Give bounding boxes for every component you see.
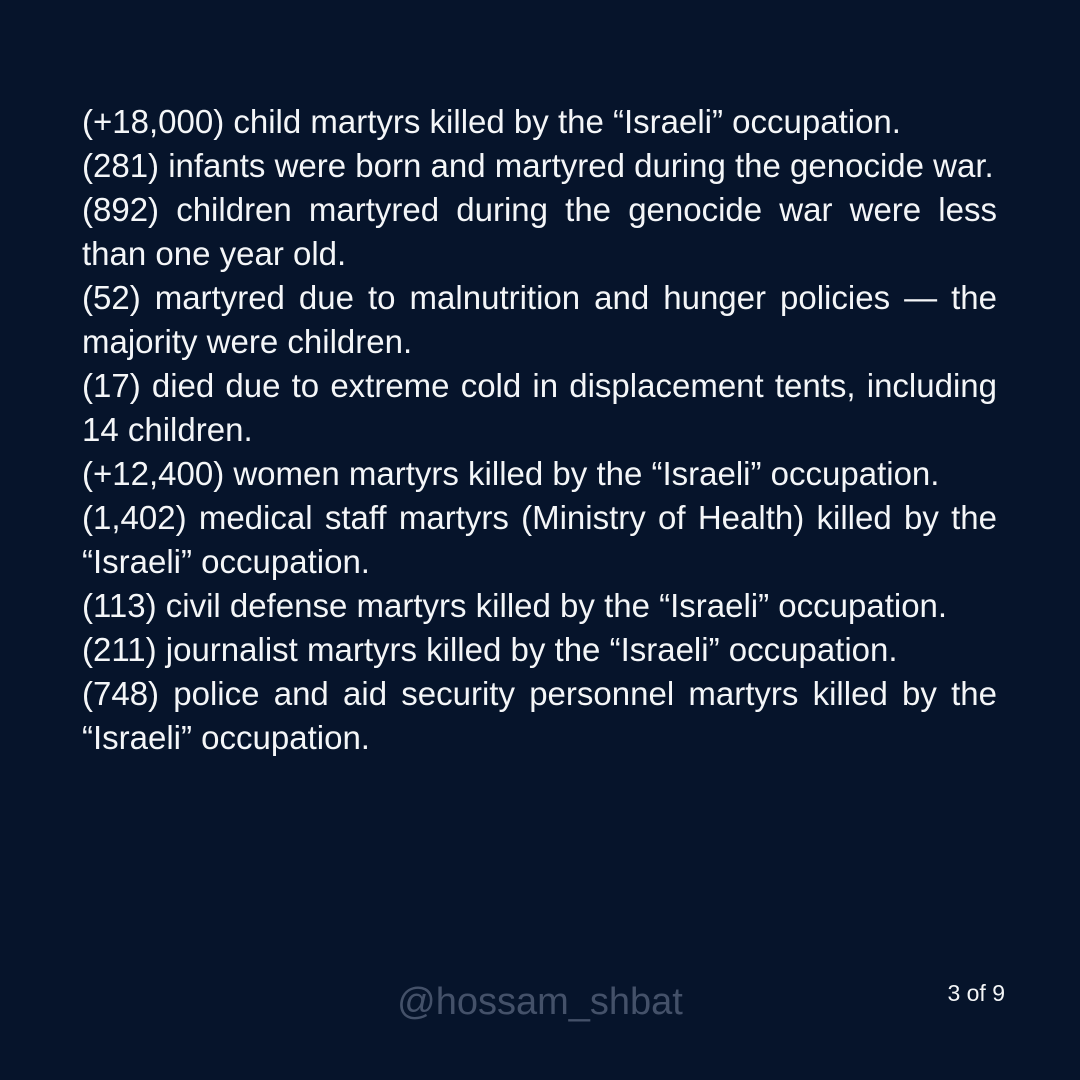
stat-medical-staff: (1,402) medical staff martyrs (Ministry of Health) killed by the “Israeli” occupation. [82,499,997,580]
stat-malnutrition: (52) martyred due to malnutrition and hunger policies — the majority were children. [82,279,997,360]
stat-civil-defense: (113) civil defense martyrs killed by the “Israeli” occupation. [82,587,948,624]
stat-police-aid-security: (748) police and aid security personnel martyrs killed by the “Israeli” occupation. [82,675,997,756]
page-counter: 3 of 9 [947,980,1005,1006]
stat-extreme-cold: (17) died due to extreme cold in displacement tents, including 14 children. [82,367,997,448]
stat-infants-born-martyred: (281) infants were born and martyred during the genocide war. [82,147,994,184]
stat-children-under-one: (892) children martyred during the genocide war were less than one year old. [82,191,997,272]
stat-women-martyrs: (+12,400) women martyrs killed by the “Israeli” occupation. [82,455,940,492]
watermark: @hossam_shbat [397,981,683,1023]
stats-list [82,100,997,760]
stat-journalists: (211) journalist martyrs killed by the “Israeli” occupation. [82,631,898,668]
stat-child-martyrs: (+18,000) child martyrs killed by the “Israeli” occupation. [82,103,901,140]
